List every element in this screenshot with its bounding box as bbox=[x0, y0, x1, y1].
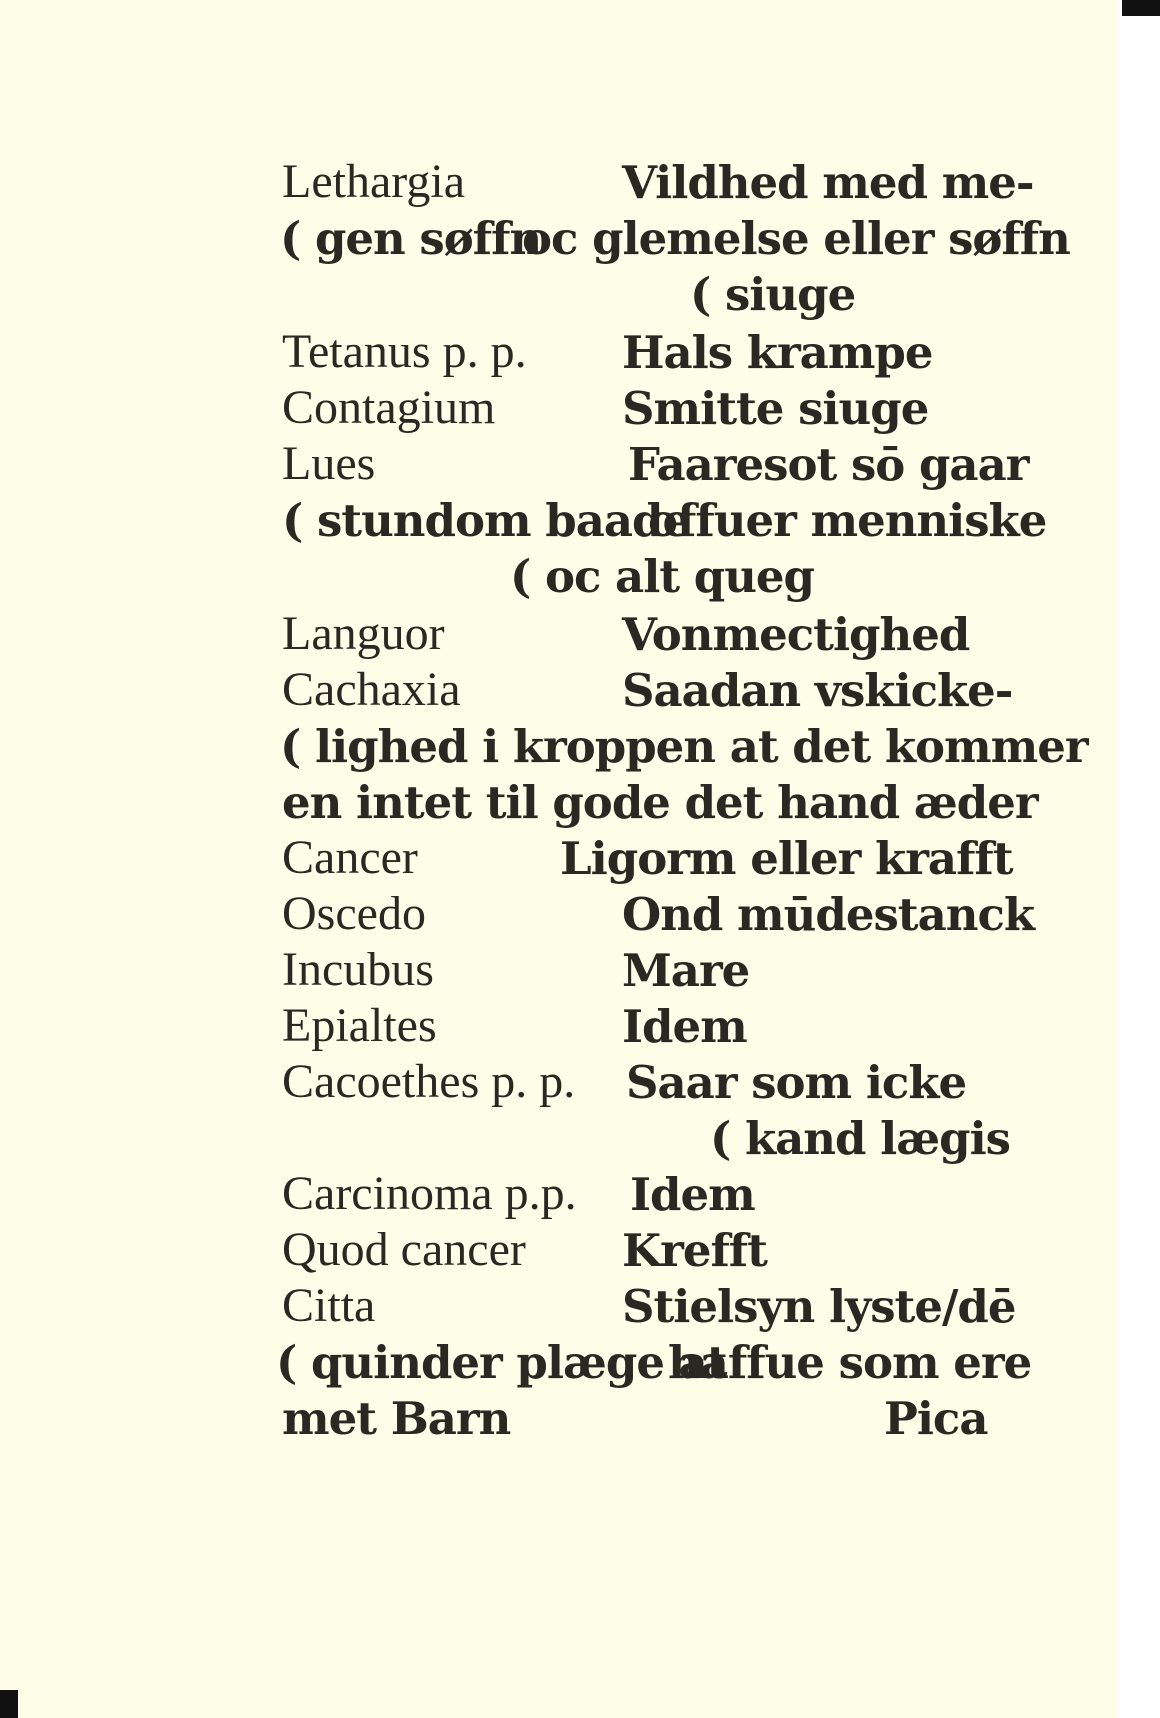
entry-danish: Saadan vskicke- bbox=[622, 664, 1013, 717]
entry-danish: Ond mūdestanck bbox=[622, 888, 1035, 941]
entry-latin: Cachaxia bbox=[282, 663, 461, 716]
entry-danish: Ligorm eller krafft bbox=[560, 832, 1013, 885]
entry-latin: Cacoethes p. p. bbox=[282, 1055, 576, 1108]
entry-danish: Smitte siuge bbox=[622, 382, 929, 435]
continuation-line: en intet til gode det hand æder bbox=[282, 776, 1038, 829]
entry-danish: Idem bbox=[622, 1000, 747, 1053]
continuation-line: ( gen søffn bbox=[280, 212, 542, 265]
continuation-line: ( oc alt queg bbox=[510, 550, 815, 603]
entry-latin: Lues bbox=[282, 437, 376, 490]
entry-danish: Stielsyn lyste/dē bbox=[622, 1280, 1016, 1333]
entry-latin: Citta bbox=[282, 1279, 376, 1332]
entry-danish: Mare bbox=[622, 944, 750, 997]
continuation-line: ( stundom baade bbox=[282, 494, 691, 547]
continuation-line: ( quinder plæge at bbox=[276, 1336, 727, 1389]
entry-danish: offuer menniske bbox=[648, 494, 1047, 547]
entry-latin: Lethargia bbox=[282, 155, 466, 208]
entry-latin: Epialtes bbox=[282, 999, 437, 1052]
entry-danish: Vonmectighed bbox=[622, 608, 970, 661]
entry-danish: Saar som icke bbox=[626, 1056, 967, 1109]
entry-danish: Hals krampe bbox=[622, 326, 933, 379]
scan-edge-mark bbox=[1122, 0, 1160, 16]
entry-latin: Cancer bbox=[282, 831, 418, 884]
entry-latin: Oscedo bbox=[282, 887, 426, 940]
entry-latin: Incubus bbox=[282, 943, 434, 996]
scan-corner-mark bbox=[0, 1690, 18, 1718]
continuation-line: haffue som ere bbox=[668, 1336, 1032, 1389]
entry-danish: Krefft bbox=[622, 1224, 767, 1277]
entry-danish: Faaresot sō gaar bbox=[628, 438, 1029, 491]
entry-latin: Quod cancer bbox=[282, 1223, 526, 1276]
entry-latin: Tetanus p. p. bbox=[282, 325, 527, 378]
entry-latin: Carcinoma p.p. bbox=[282, 1167, 577, 1220]
continuation-line: ( kand lægis bbox=[710, 1112, 1011, 1165]
entry-latin: Contagium bbox=[282, 381, 496, 434]
entry-latin: Languor bbox=[282, 607, 445, 660]
continuation-line: met Barn bbox=[282, 1392, 511, 1445]
entry-danish: Vildhed med me- bbox=[622, 156, 1034, 209]
catchword: Pica bbox=[884, 1392, 988, 1445]
entry-danish: oc glemelse eller søffn bbox=[522, 212, 1070, 265]
entry-danish: Idem bbox=[630, 1168, 755, 1221]
continuation-line: ( lighed i kroppen at det kommer bbox=[280, 720, 1088, 773]
continuation-line: ( siuge bbox=[690, 268, 856, 321]
